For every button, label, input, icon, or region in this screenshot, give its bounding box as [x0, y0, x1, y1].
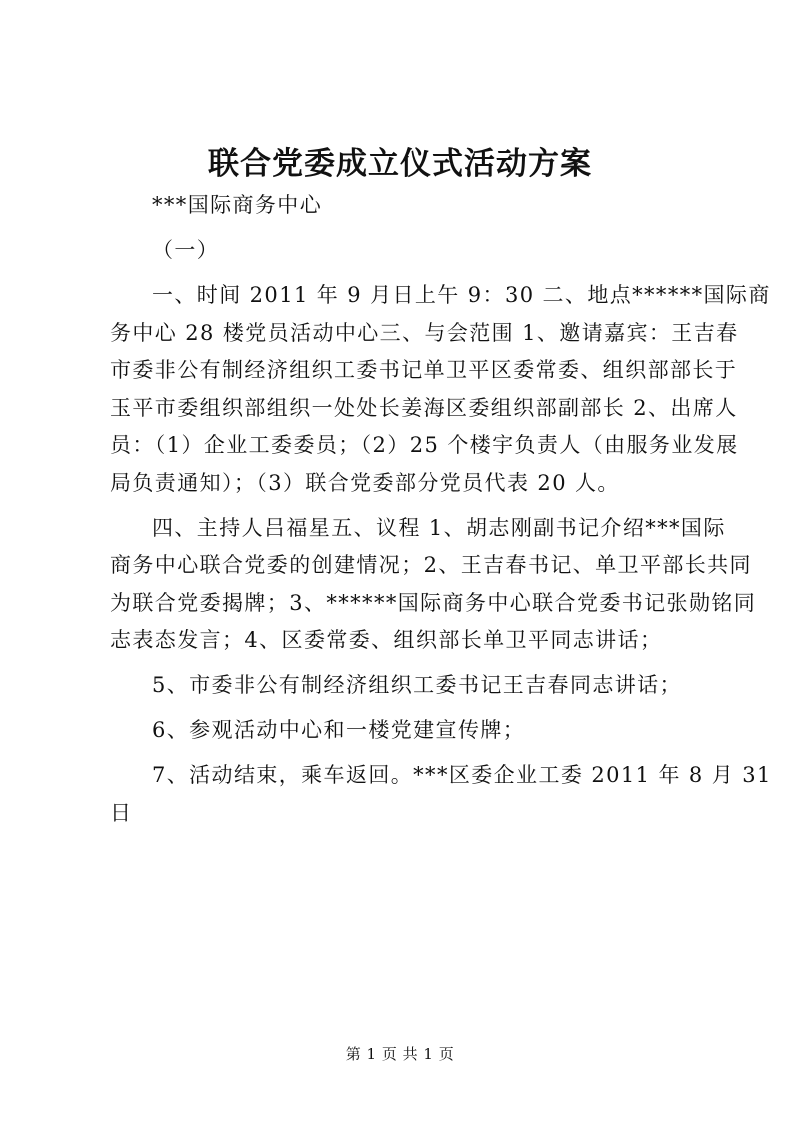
agenda-item: 7、活动结束，乘车返回。***区委企业工委 2011 年 8 月 31	[152, 763, 772, 787]
section-marker: （一）	[152, 238, 220, 262]
body-line: 市委非公有制经济组织工委书记单卫平区委常委、组织部部长于	[110, 358, 738, 382]
body-line: 日	[110, 800, 133, 825]
body-line: 务中心 28 楼党员活动中心三、与会范围 1、邀请嘉宾：王吉春	[110, 320, 739, 345]
page-footer: 第 1 页 共 1 页	[345, 1045, 455, 1063]
body-line: 志表态发言；4、区委常委、组织部长单卫平同志讲话；	[110, 628, 663, 652]
body-line: 一、时间 2011 年 9 月日上午 9：30 二、地点******国际商	[152, 283, 771, 307]
body-line: 为联合党委揭牌；3、******国际商务中心联合党委书记张勋铭同	[110, 590, 757, 615]
document-title: 联合党委成立仪式活动方案	[208, 146, 592, 182]
body-line: 员：（1）企业工委委员；（2）25 个楼宇负责人（由服务业发展	[110, 433, 739, 457]
agenda-item: 5、市委非公有制经济组织工委书记王吉春同志讲话；	[152, 673, 682, 697]
body-line: 商务中心联合党委的创建情况；2、王吉春书记、单卫平部长共同	[110, 553, 752, 577]
agenda-item: 6、参观活动中心和一楼党建宣传牌；	[152, 718, 526, 742]
body-line: 局负责通知）；（3）联合党委部分党员代表 20 人。	[110, 470, 620, 495]
body-line: 四、主持人吕福星五、议程 1、胡志刚副书记介绍***国际	[152, 515, 726, 540]
body-line: 玉平市委组织部组织一处处长姜海区委组织部副部长 2、出席人	[110, 395, 738, 420]
document-body	[110, 188, 772, 833]
organization-line: ***国际商务中心	[152, 193, 323, 217]
